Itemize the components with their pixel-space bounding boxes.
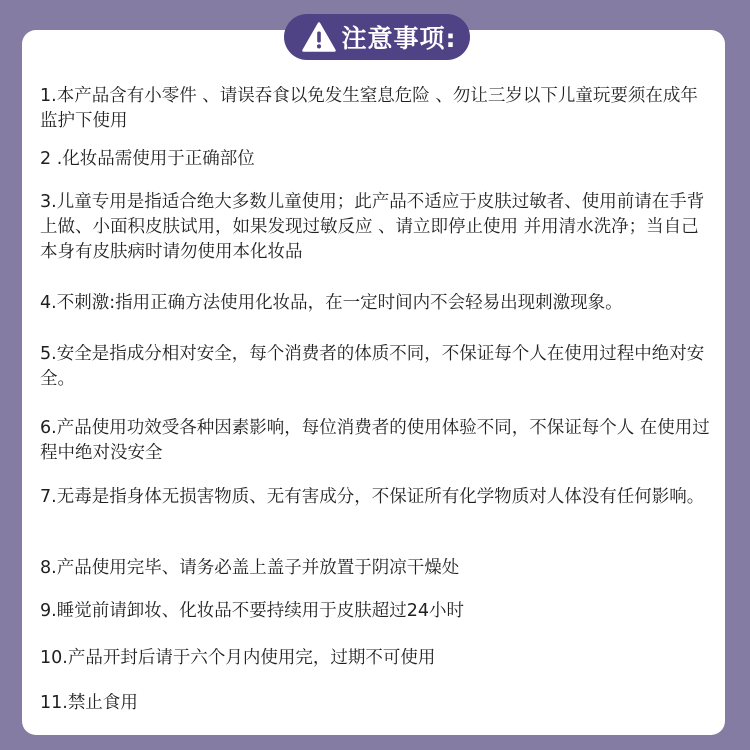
title-banner xyxy=(284,14,470,60)
notice-item-9: 9.睡觉前请卸妆、化妆品不要持续用于皮肤超过24小时 xyxy=(40,601,464,621)
notice-item-8: 8.产品使用完毕、请务必盖上盖子并放置于阴凉干燥处 xyxy=(40,558,460,578)
notice-item-5: 5.安全是指成分相对安全，每个消费者的体质不同，不保证每个人在使用过程中绝对安全。 xyxy=(40,344,705,389)
notice-item-10: 10.产品开封后请于六个月内使用完，过期不可使用 xyxy=(40,648,436,668)
notice-item-6: 6.产品使用功效受各种因素影响，每位消费者的使用体验不同，不保证每个人 在使用过程中绝对没安全 xyxy=(40,418,710,463)
notice-item-3: 3.儿童专用是指适合绝大多数儿童使用；此产品不适应于皮肤过敏者、使用前请在手背上做、小面积皮肤试用，如果发现过敏反应 、请立即停止使用 并用清水洗净；当自己本身有皮肤病时请勿使用本化妆品 xyxy=(40,192,705,262)
page-title: 注意事项: xyxy=(341,24,457,53)
notice-item-4: 4.不刺激:指用正确方法使用化妆品，在一定时间内不会轻易出现刺激现象。 xyxy=(40,293,623,313)
notice-item-7: 7.无毒是指身体无损害物质、无有害成分，不保证所有化学物质对人体没有任何影响。 xyxy=(40,487,705,507)
notice-item-1: 1.本产品含有小零件 、请误吞食以免发生窒息危险 、勿让三岁以下儿童玩要须在成年监护下使用 xyxy=(40,86,698,131)
warning-triangle-icon xyxy=(302,22,336,52)
notice-item-2: 2 .化妆品需使用于正确部位 xyxy=(40,149,255,169)
notice-item-11: 11.禁止食用 xyxy=(40,693,138,713)
